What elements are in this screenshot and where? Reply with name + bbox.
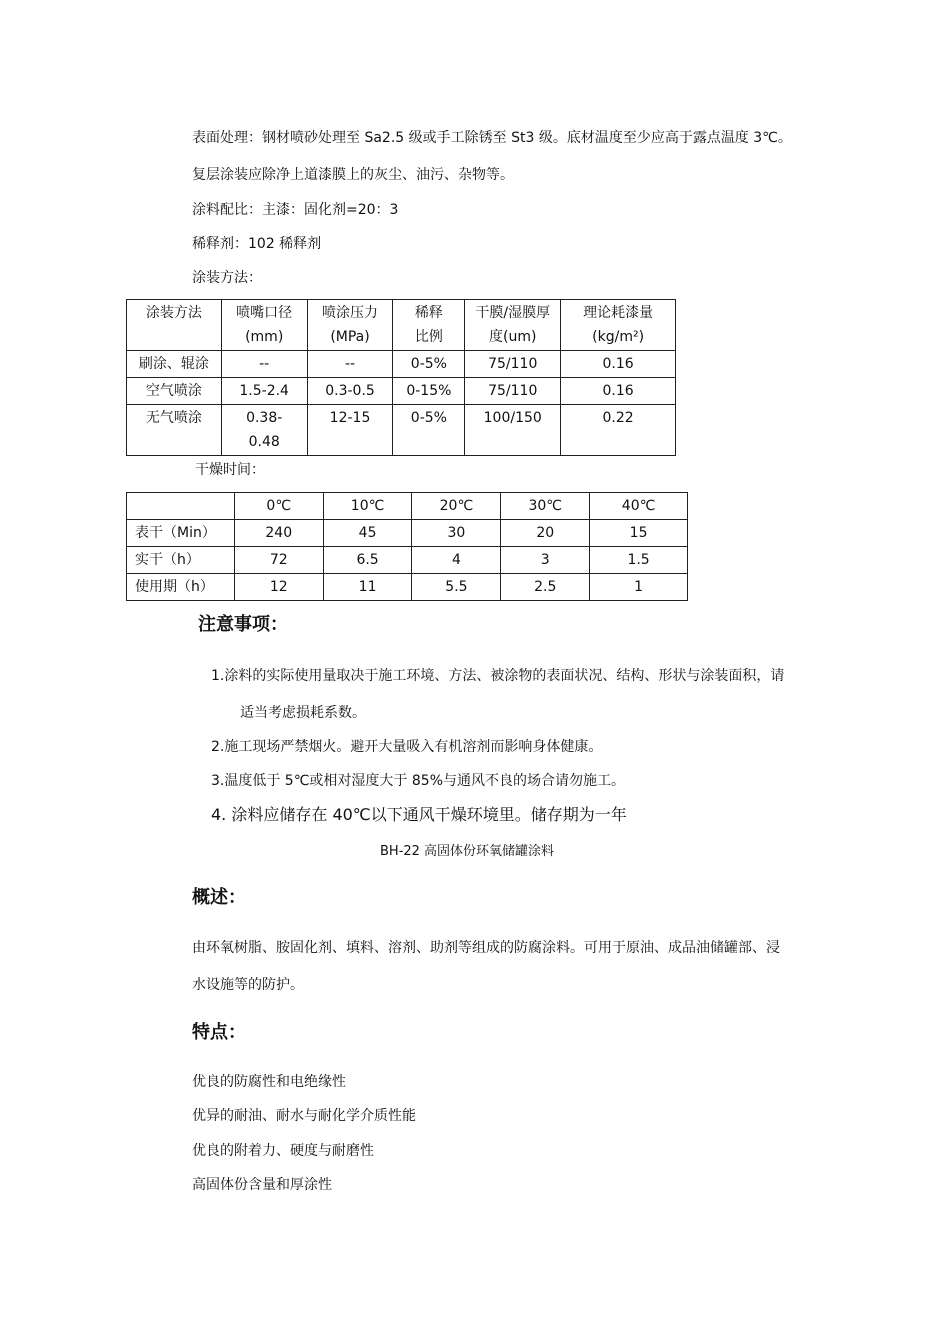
- table-row: [127, 520, 688, 547]
- table-cell: --: [307, 351, 393, 378]
- surface-treatment-text: 表面处理：钢材喷砂处理至 Sa2.5 级或手工除锈至 St3 级。底材温度至少应高于露点温度 3℃。: [192, 130, 792, 146]
- table-cell: 240: [234, 520, 323, 547]
- header-cell: 喷涂压力 (MPa): [307, 300, 393, 351]
- table-cell: 12-15: [307, 405, 393, 456]
- table-cell: 30: [412, 520, 501, 547]
- table-cell: 5.5: [412, 574, 501, 601]
- table-header-row: [127, 300, 676, 351]
- header-cell: 干膜/湿膜厚 度(um): [465, 300, 561, 351]
- table-cell: 75/110: [465, 351, 561, 378]
- table-cell: 1.5-2.4: [221, 378, 307, 405]
- product-title: BH-22 高固体份环氧储罐涂料: [380, 844, 555, 859]
- header-cell: 10℃: [323, 493, 412, 520]
- table-cell: 1: [590, 574, 688, 601]
- note-1: 1.涂料的实际使用量取决于施工环境、方法、被涂物的表面状况、结构、形状与涂装面积，请: [211, 668, 785, 684]
- table-cell: 0.16: [561, 378, 676, 405]
- table-cell: 0-5%: [393, 405, 465, 456]
- overview-text-continued: 水设施等的防护。: [192, 977, 304, 993]
- header-cell: 0℃: [234, 493, 323, 520]
- table-cell: 11: [323, 574, 412, 601]
- table-cell: 100/150: [465, 405, 561, 456]
- table-cell: 0-5%: [393, 351, 465, 378]
- overview-heading: 概述：: [192, 887, 246, 908]
- row-label: 实干（h）: [127, 547, 235, 574]
- features-heading: 特点：: [192, 1022, 246, 1043]
- table-cell: 15: [590, 520, 688, 547]
- table-cell: 6.5: [323, 547, 412, 574]
- feature-item: 高固体份含量和厚涂性: [192, 1177, 332, 1193]
- table-cell: 0-15%: [393, 378, 465, 405]
- note-2: 2.施工现场严禁烟火。避开大量吸入有机溶剂而影响身体健康。: [211, 739, 603, 755]
- header-cell: 稀释 比例: [393, 300, 465, 351]
- feature-item: 优异的耐油、耐水与耐化学介质性能: [192, 1108, 416, 1124]
- note-4: 4. 涂料应储存在 40℃以下通风干燥环境里。储存期为一年: [211, 805, 627, 824]
- table-cell: --: [221, 351, 307, 378]
- mix-ratio-text: 涂料配比：主漆：固化剂=20：3: [192, 202, 399, 218]
- table-row: [127, 547, 688, 574]
- header-cell: 20℃: [412, 493, 501, 520]
- header-cell: 40℃: [590, 493, 688, 520]
- header-cell: 涂装方法: [127, 300, 222, 351]
- header-cell: [127, 493, 235, 520]
- header-cell: 30℃: [501, 493, 590, 520]
- table-cell: 刷涂、辊涂: [127, 351, 222, 378]
- table-row: [127, 378, 676, 405]
- application-method-title: 涂装方法：: [192, 270, 262, 286]
- thinner-text: 稀释剂：102 稀释剂: [192, 236, 322, 252]
- table-cell: 2.5: [501, 574, 590, 601]
- table-row: [127, 405, 676, 456]
- header-cell: 理论耗漆量 (kg/m²): [561, 300, 676, 351]
- table-row: [127, 574, 688, 601]
- row-label: 使用期（h）: [127, 574, 235, 601]
- table-row: [127, 351, 676, 378]
- recoat-text: 复层涂装应除净上道漆膜上的灰尘、油污、杂物等。: [192, 167, 514, 183]
- table-cell: 空气喷涂: [127, 378, 222, 405]
- table-cell: 3: [501, 547, 590, 574]
- overview-text: 由环氧树脂、胺固化剂、填料、溶剂、助剂等组成的防腐涂料。可用于原油、成品油储罐部、浸: [192, 940, 780, 956]
- notes-heading: 注意事项：: [198, 614, 288, 635]
- table-cell: 1.5: [590, 547, 688, 574]
- drying-time-table: [126, 492, 688, 601]
- table-cell: 72: [234, 547, 323, 574]
- note-1-continued: 适当考虑损耗系数。: [240, 705, 366, 721]
- table-cell: 45: [323, 520, 412, 547]
- table-cell: 0.3-0.5: [307, 378, 393, 405]
- table-header-row: [127, 493, 688, 520]
- table-cell: 0.22: [561, 405, 676, 456]
- table-cell: 无气喷涂: [127, 405, 222, 456]
- table-cell: 12: [234, 574, 323, 601]
- table-cell: 20: [501, 520, 590, 547]
- table-cell: 4: [412, 547, 501, 574]
- header-cell: 喷嘴口径 (mm): [221, 300, 307, 351]
- row-label: 表干（Min）: [127, 520, 235, 547]
- feature-item: 优良的附着力、硬度与耐磨性: [192, 1143, 374, 1159]
- application-table: [126, 299, 676, 456]
- feature-item: 优良的防腐性和电绝缘性: [192, 1074, 346, 1090]
- drying-time-title: 干燥时间：: [195, 462, 265, 478]
- note-3: 3.温度低于 5℃或相对湿度大于 85%与通风不良的场合请勿施工。: [211, 773, 626, 789]
- table-cell: 0.16: [561, 351, 676, 378]
- table-cell: 75/110: [465, 378, 561, 405]
- table-cell: 0.38- 0.48: [221, 405, 307, 456]
